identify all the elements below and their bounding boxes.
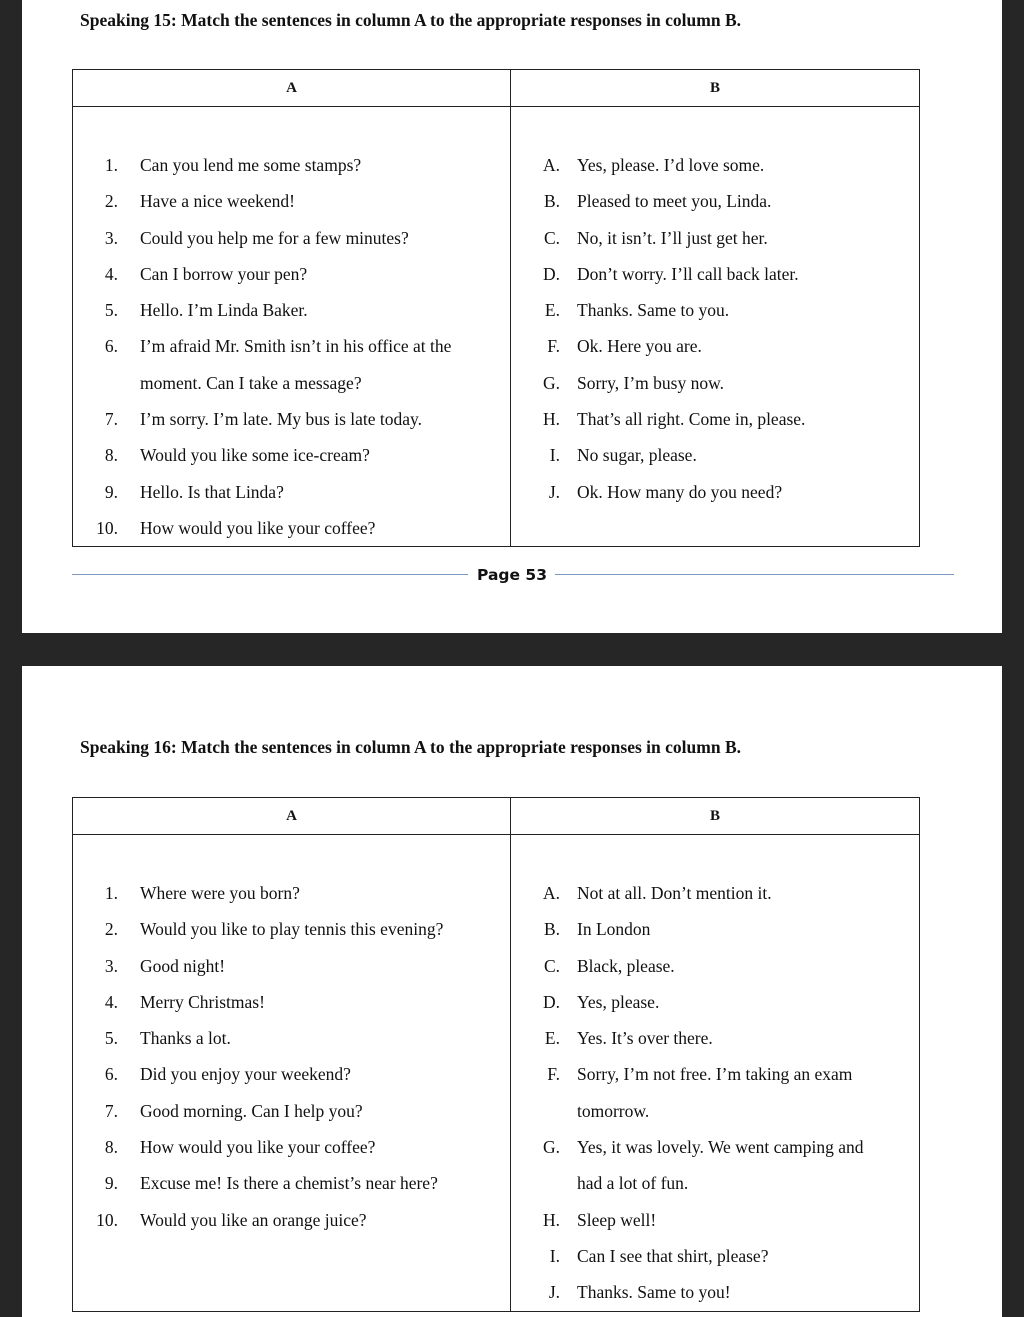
list-item (511, 948, 919, 984)
matching-table-speaking-15 (72, 69, 920, 547)
list-item (73, 256, 510, 292)
item-number: 9. (104, 1173, 118, 1194)
item-number: 2. (104, 191, 118, 212)
item-number: G. (542, 372, 560, 393)
list-item (511, 328, 919, 364)
list-item (73, 474, 510, 510)
item-text: Could you help me for a few minutes? (140, 227, 409, 248)
item-number: B. (543, 919, 560, 940)
item-text: Would you like some ice-cream? (140, 445, 370, 466)
item-number: 10. (96, 517, 118, 538)
item-text: Sorry, I’m not free. I’m taking an exam (577, 1064, 853, 1085)
exercise-heading-speaking-15: Speaking 15: Match the sentences in column A to the appropriate responses in column B. (80, 10, 741, 30)
list-item (511, 365, 919, 401)
list-item (73, 1129, 510, 1165)
item-text: Thanks a lot. (140, 1028, 231, 1049)
item-text: Pleased to meet you, Linda. (577, 191, 772, 212)
item-number: H. (542, 409, 560, 430)
item-number: A. (542, 883, 560, 903)
item-number: 7. (104, 409, 118, 430)
item-text: Have a nice weekend! (140, 191, 295, 212)
page-number: Page 53 (477, 566, 547, 584)
column-b-list (511, 147, 919, 510)
list-item (511, 875, 919, 911)
list-item (511, 183, 919, 219)
item-text: Sorry, I’m busy now. (577, 372, 724, 393)
column-b-cell (511, 107, 920, 547)
item-text: I’m afraid Mr. Smith isn’t in his office at the (140, 336, 452, 357)
list-item (73, 1056, 510, 1092)
item-number: 9. (104, 481, 118, 502)
list-item (511, 1056, 919, 1129)
item-number: C. (543, 227, 560, 248)
item-text-continued: tomorrow. (577, 1100, 650, 1121)
list-item (511, 401, 919, 437)
column-a-cell (73, 107, 511, 547)
list-item (511, 292, 919, 328)
item-text: How would you like your coffee? (140, 1137, 376, 1158)
matching-table-speaking-16 (72, 797, 920, 1312)
item-number: J. (548, 1282, 560, 1303)
list-item (73, 510, 510, 546)
item-number: 6. (104, 336, 118, 357)
item-text-continued: had a lot of fun. (577, 1173, 689, 1194)
item-text: Did you enjoy your weekend? (140, 1064, 351, 1085)
footer-rule-left (72, 574, 468, 575)
item-number: E. (544, 1028, 560, 1049)
list-item (73, 220, 510, 256)
item-text: Yes. It’s over there. (577, 1028, 713, 1049)
item-text: Don’t worry. I’ll call back later. (577, 263, 799, 284)
item-number: 10. (96, 1209, 118, 1230)
item-number: D. (542, 263, 560, 284)
item-text: In London (577, 919, 651, 940)
item-text: No, it isn’t. I’ll just get her. (577, 227, 768, 248)
item-number: 7. (104, 1100, 118, 1121)
item-text: Excuse me! Is there a chemist’s near here? (140, 1173, 438, 1194)
item-text: Can you lend me some stamps? (140, 155, 362, 175)
item-text: Hello. Is that Linda? (140, 481, 284, 502)
item-text: Good morning. Can I help you? (140, 1100, 363, 1121)
column-a-list (73, 875, 510, 1238)
list-item (511, 147, 919, 183)
item-number: 3. (104, 955, 118, 976)
list-item (511, 220, 919, 256)
list-item (73, 292, 510, 328)
list-item (73, 437, 510, 473)
item-text: Yes, it was lovely. We went camping and (577, 1137, 864, 1158)
list-item (73, 1020, 510, 1056)
item-number: A. (542, 155, 560, 175)
item-text-continued: moment. Can I take a message? (140, 372, 362, 393)
item-number: J. (548, 481, 560, 502)
list-item (511, 1020, 919, 1056)
list-item (73, 911, 510, 947)
column-a-header: A (73, 70, 511, 107)
item-number: C. (543, 955, 560, 976)
item-text: Thanks. Same to you. (577, 300, 730, 321)
item-text: Can I see that shirt, please? (577, 1245, 769, 1266)
list-item (73, 1202, 510, 1238)
item-text: I’m sorry. I’m late. My bus is late today. (140, 409, 423, 430)
list-item (511, 984, 919, 1020)
item-text: Would you like to play tennis this evening? (140, 919, 444, 940)
item-number: 5. (104, 1028, 118, 1049)
item-text: Merry Christmas! (140, 991, 265, 1012)
column-b-list (511, 875, 919, 1311)
item-number: 2. (104, 919, 118, 940)
item-number: 1. (104, 883, 118, 903)
item-text: No sugar, please. (577, 445, 697, 466)
item-number: E. (544, 300, 560, 321)
item-text: Yes, please. I’d love some. (577, 155, 765, 175)
list-item (511, 256, 919, 292)
item-number: 6. (104, 1064, 118, 1085)
list-item (511, 1129, 919, 1202)
item-text: Good night! (140, 955, 226, 976)
item-number: 4. (104, 263, 118, 284)
list-item (73, 984, 510, 1020)
list-item (73, 401, 510, 437)
list-item (73, 183, 510, 219)
item-text: How would you like your coffee? (140, 517, 376, 538)
list-item (511, 1202, 919, 1238)
item-number: 8. (104, 1137, 118, 1158)
item-number: 8. (104, 445, 118, 466)
item-number: 4. (104, 991, 118, 1012)
item-number: F. (547, 1064, 560, 1085)
item-text: Can I borrow your pen? (140, 263, 308, 284)
item-text: Sleep well! (577, 1209, 657, 1230)
page-footer (72, 566, 954, 588)
column-b-header: B (511, 798, 920, 835)
list-item (73, 328, 510, 401)
list-item (73, 147, 510, 183)
column-b-header: B (511, 70, 920, 107)
list-item (73, 875, 510, 911)
footer-rule-right (555, 574, 954, 575)
item-text: That’s all right. Come in, please. (577, 409, 806, 430)
item-text: Not at all. Don’t mention it. (577, 883, 772, 903)
item-number: 1. (104, 155, 118, 175)
item-text: Would you like an orange juice? (140, 1209, 367, 1230)
column-a-header: A (73, 798, 511, 835)
item-text: Ok. Here you are. (577, 336, 702, 357)
list-item (73, 1093, 510, 1129)
item-number: I. (549, 445, 560, 466)
list-item (511, 474, 919, 510)
item-number: D. (542, 991, 560, 1012)
item-text: Where were you born? (140, 883, 300, 903)
document-page-53 (22, 0, 1002, 633)
column-a-list (73, 147, 510, 546)
item-number: H. (542, 1209, 560, 1230)
exercise-heading-speaking-16: Speaking 16: Match the sentences in column A to the appropriate responses in column B. (80, 737, 741, 757)
item-number: F. (547, 336, 560, 357)
list-item (73, 948, 510, 984)
column-a-cell (73, 835, 511, 1312)
item-text: Thanks. Same to you! (577, 1282, 731, 1303)
list-item (511, 1238, 919, 1274)
item-text: Hello. I’m Linda Baker. (140, 300, 308, 321)
column-b-cell (511, 835, 920, 1312)
document-page-54 (22, 666, 1002, 1317)
item-number: 3. (104, 227, 118, 248)
item-number: 5. (104, 300, 118, 321)
list-item (73, 1165, 510, 1201)
item-text: Ok. How many do you need? (577, 481, 783, 502)
item-number: I. (549, 1245, 560, 1266)
list-item (511, 437, 919, 473)
list-item (511, 1274, 919, 1310)
item-text: Black, please. (577, 955, 675, 976)
list-item (511, 911, 919, 947)
item-number: G. (542, 1137, 560, 1158)
item-number: B. (543, 191, 560, 212)
item-text: Yes, please. (577, 991, 660, 1012)
